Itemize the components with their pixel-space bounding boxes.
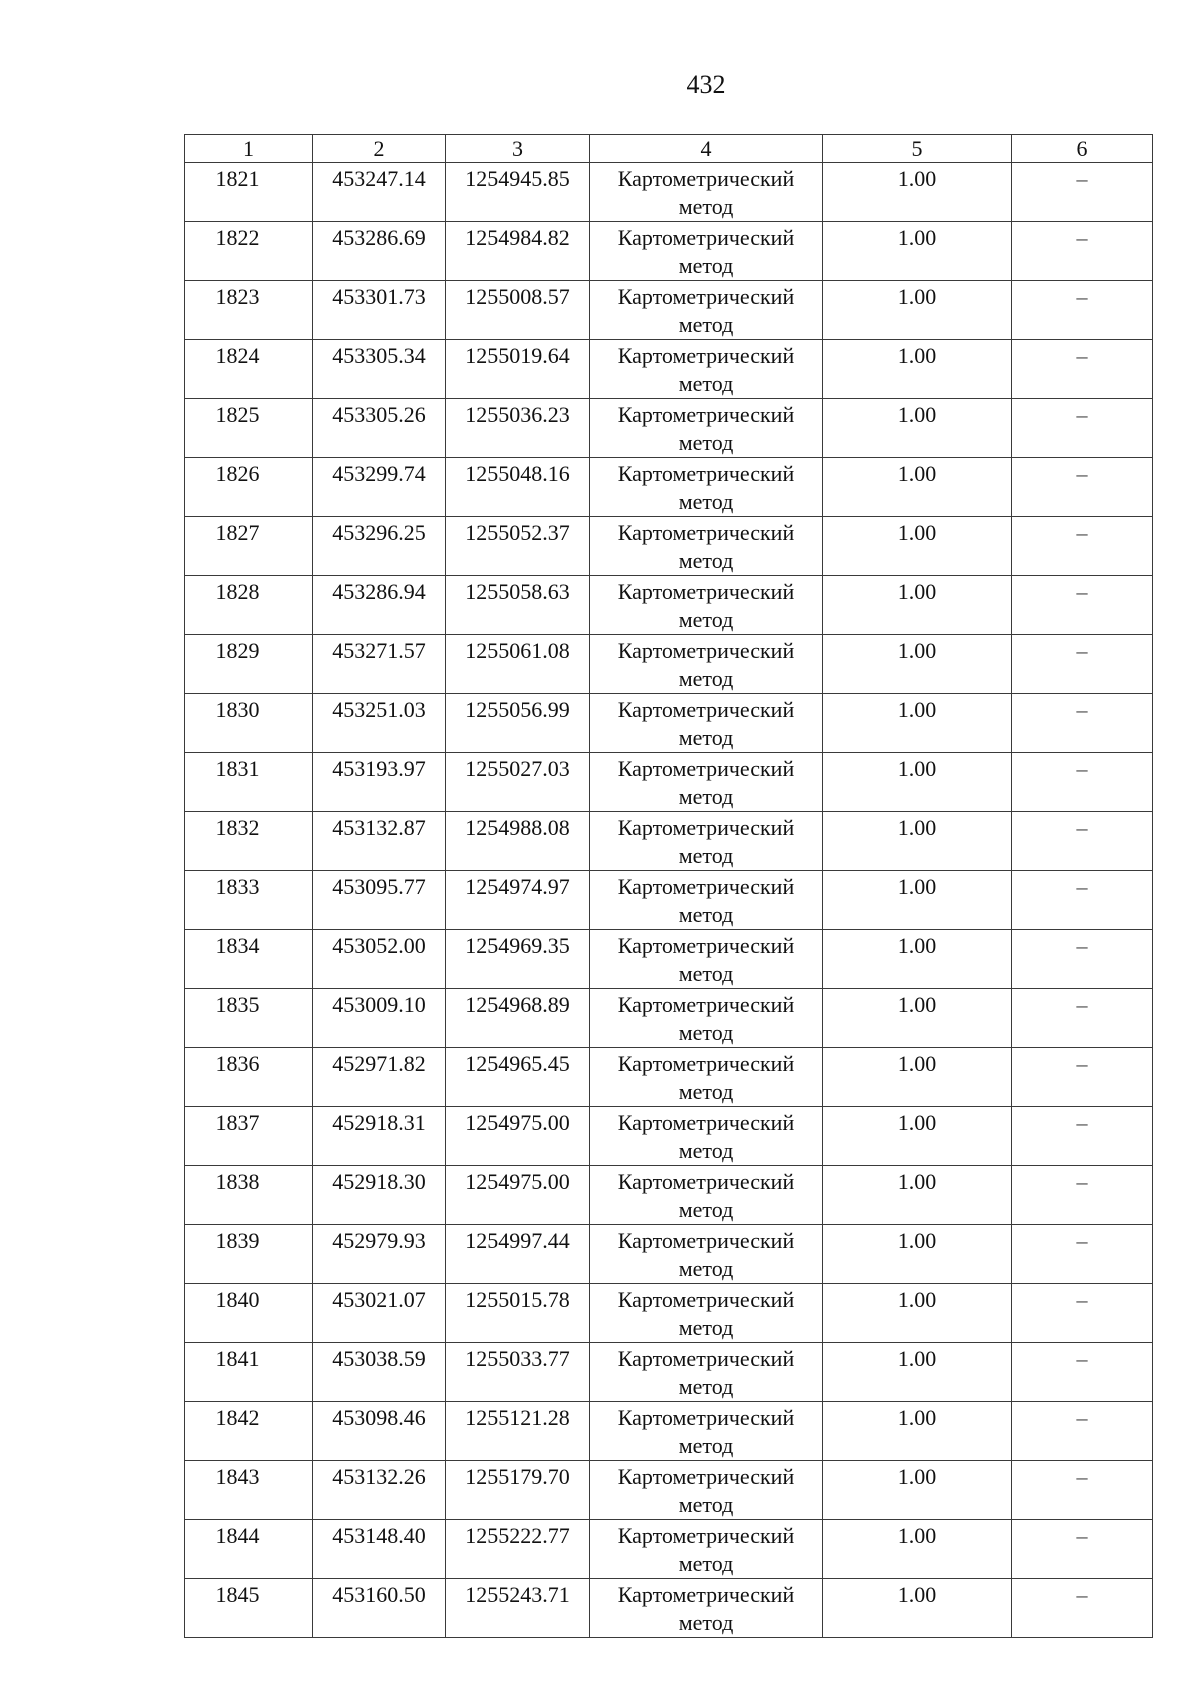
cell-y-coordinate: 1254988.08 [446, 812, 590, 871]
cell-note: – [1012, 1343, 1153, 1402]
cell-y-coordinate: 1255222.77 [446, 1520, 590, 1579]
cell-note: – [1012, 694, 1153, 753]
cell-note: – [1012, 576, 1153, 635]
cell-x-coordinate: 453271.57 [313, 635, 446, 694]
method-text-line1: Картометрический [617, 343, 795, 368]
method-text-line2: метод [678, 666, 734, 691]
cell-accuracy: 1.00 [823, 399, 1012, 458]
method-text-line1: Картометрический [617, 1464, 795, 1489]
method-text-line2: метод [678, 1315, 734, 1340]
table-row [185, 1520, 1153, 1579]
cell-method [590, 989, 823, 1048]
cell-note: – [1012, 1166, 1153, 1225]
cell-x-coordinate: 453098.46 [313, 1402, 446, 1461]
method-text-line2: метод [678, 430, 734, 455]
table-row [185, 1225, 1153, 1284]
method-text-line1: Картометрический [617, 697, 795, 722]
table-row [185, 989, 1153, 1048]
cell-point-number: 1836 [185, 1048, 313, 1107]
cell-point-number: 1831 [185, 753, 313, 812]
cell-accuracy: 1.00 [823, 1166, 1012, 1225]
table-row [185, 812, 1153, 871]
cell-point-number: 1835 [185, 989, 313, 1048]
cell-method [590, 1579, 823, 1638]
cell-note: – [1012, 222, 1153, 281]
cell-accuracy: 1.00 [823, 1579, 1012, 1638]
cell-method [590, 340, 823, 399]
cell-accuracy: 1.00 [823, 281, 1012, 340]
cell-x-coordinate: 452918.30 [313, 1166, 446, 1225]
cell-method [590, 517, 823, 576]
cell-method [590, 1402, 823, 1461]
cell-x-coordinate: 453038.59 [313, 1343, 446, 1402]
cell-y-coordinate: 1255019.64 [446, 340, 590, 399]
method-text-line2: метод [678, 1079, 734, 1104]
cell-y-coordinate: 1255015.78 [446, 1284, 590, 1343]
column-header-5: 5 [823, 135, 1012, 163]
method-text-line1: Картометрический [617, 1287, 795, 1312]
cell-method [590, 930, 823, 989]
cell-x-coordinate: 453299.74 [313, 458, 446, 517]
table-body [185, 163, 1153, 1638]
cell-note: – [1012, 1520, 1153, 1579]
column-header-2: 2 [313, 135, 446, 163]
cell-accuracy: 1.00 [823, 694, 1012, 753]
cell-point-number: 1839 [185, 1225, 313, 1284]
cell-accuracy: 1.00 [823, 871, 1012, 930]
cell-method [590, 812, 823, 871]
cell-accuracy: 1.00 [823, 635, 1012, 694]
method-text-line1: Картометрический [617, 874, 795, 899]
table-row [185, 340, 1153, 399]
cell-x-coordinate: 453132.87 [313, 812, 446, 871]
cell-method [590, 694, 823, 753]
table-row [185, 1107, 1153, 1166]
method-text-line2: метод [678, 843, 734, 868]
cell-point-number: 1830 [185, 694, 313, 753]
table-row [185, 458, 1153, 517]
cell-x-coordinate: 452971.82 [313, 1048, 446, 1107]
method-text-line2: метод [678, 725, 734, 750]
table-row [185, 930, 1153, 989]
cell-accuracy: 1.00 [823, 222, 1012, 281]
table-row [185, 1461, 1153, 1520]
cell-note: – [1012, 753, 1153, 812]
cell-point-number: 1823 [185, 281, 313, 340]
cell-x-coordinate: 453305.34 [313, 340, 446, 399]
method-text-line1: Картометрический [617, 166, 795, 191]
column-header-6: 6 [1012, 135, 1153, 163]
method-text-line1: Картометрический [617, 520, 795, 545]
cell-point-number: 1832 [185, 812, 313, 871]
cell-x-coordinate: 453286.94 [313, 576, 446, 635]
cell-point-number: 1842 [185, 1402, 313, 1461]
cell-method [590, 753, 823, 812]
cell-method [590, 1461, 823, 1520]
method-text-line1: Картометрический [617, 1051, 795, 1076]
cell-point-number: 1824 [185, 340, 313, 399]
method-text-line1: Картометрический [617, 225, 795, 250]
cell-method [590, 458, 823, 517]
cell-method [590, 635, 823, 694]
table-row [185, 1048, 1153, 1107]
cell-note: – [1012, 1048, 1153, 1107]
cell-method [590, 1166, 823, 1225]
cell-x-coordinate: 452979.93 [313, 1225, 446, 1284]
cell-y-coordinate: 1254975.00 [446, 1166, 590, 1225]
cell-y-coordinate: 1255027.03 [446, 753, 590, 812]
cell-accuracy: 1.00 [823, 576, 1012, 635]
cell-point-number: 1834 [185, 930, 313, 989]
cell-method [590, 399, 823, 458]
page-number: 432 [686, 70, 726, 99]
cell-y-coordinate: 1255052.37 [446, 517, 590, 576]
cell-point-number: 1845 [185, 1579, 313, 1638]
method-text-line2: метод [678, 253, 734, 278]
cell-point-number: 1841 [185, 1343, 313, 1402]
cell-method [590, 871, 823, 930]
table-row [185, 576, 1153, 635]
cell-point-number: 1844 [185, 1520, 313, 1579]
method-text-line2: метод [678, 1197, 734, 1222]
cell-accuracy: 1.00 [823, 1402, 1012, 1461]
cell-x-coordinate: 453193.97 [313, 753, 446, 812]
cell-y-coordinate: 1255056.99 [446, 694, 590, 753]
cell-point-number: 1827 [185, 517, 313, 576]
method-text-line2: метод [678, 1610, 734, 1635]
method-text-line2: метод [678, 1374, 734, 1399]
method-text-line1: Картометрический [617, 756, 795, 781]
cell-point-number: 1828 [185, 576, 313, 635]
cell-method [590, 1284, 823, 1343]
table-row [185, 1402, 1153, 1461]
cell-accuracy: 1.00 [823, 517, 1012, 576]
cell-x-coordinate: 453286.69 [313, 222, 446, 281]
cell-note: – [1012, 635, 1153, 694]
cell-y-coordinate: 1255033.77 [446, 1343, 590, 1402]
column-header-4: 4 [590, 135, 823, 163]
cell-x-coordinate: 453251.03 [313, 694, 446, 753]
table-row [185, 635, 1153, 694]
cell-method [590, 222, 823, 281]
cell-accuracy: 1.00 [823, 1284, 1012, 1343]
cell-note: – [1012, 1461, 1153, 1520]
cell-x-coordinate: 453305.26 [313, 399, 446, 458]
method-text-line1: Картометрический [617, 461, 795, 486]
cell-y-coordinate: 1254968.89 [446, 989, 590, 1048]
cell-accuracy: 1.00 [823, 1343, 1012, 1402]
cell-y-coordinate: 1255061.08 [446, 635, 590, 694]
cell-y-coordinate: 1254945.85 [446, 163, 590, 222]
method-text-line1: Картометрический [617, 638, 795, 663]
method-text-line1: Картометрический [617, 1405, 795, 1430]
cell-note: – [1012, 1107, 1153, 1166]
cell-y-coordinate: 1255048.16 [446, 458, 590, 517]
table-row [185, 1343, 1153, 1402]
cell-note: – [1012, 871, 1153, 930]
cell-x-coordinate: 453247.14 [313, 163, 446, 222]
cell-point-number: 1843 [185, 1461, 313, 1520]
method-text-line1: Картометрический [617, 1523, 795, 1548]
method-text-line2: метод [678, 1492, 734, 1517]
method-text-line2: метод [678, 961, 734, 986]
table-row [185, 1166, 1153, 1225]
table-row [185, 281, 1153, 340]
cell-accuracy: 1.00 [823, 1107, 1012, 1166]
cell-accuracy: 1.00 [823, 163, 1012, 222]
cell-point-number: 1833 [185, 871, 313, 930]
cell-y-coordinate: 1254969.35 [446, 930, 590, 989]
cell-method [590, 576, 823, 635]
cell-x-coordinate: 453160.50 [313, 1579, 446, 1638]
method-text-line1: Картометрический [617, 815, 795, 840]
cell-note: – [1012, 1284, 1153, 1343]
cell-accuracy: 1.00 [823, 1225, 1012, 1284]
method-text-line2: метод [678, 1433, 734, 1458]
method-text-line1: Картометрический [617, 1582, 795, 1607]
method-text-line2: метод [678, 784, 734, 809]
cell-method [590, 281, 823, 340]
cell-note: – [1012, 281, 1153, 340]
table-row [185, 753, 1153, 812]
table-row [185, 163, 1153, 222]
cell-note: – [1012, 989, 1153, 1048]
cell-note: – [1012, 517, 1153, 576]
method-text-line2: метод [678, 1020, 734, 1045]
cell-accuracy: 1.00 [823, 1461, 1012, 1520]
cell-accuracy: 1.00 [823, 1048, 1012, 1107]
cell-accuracy: 1.00 [823, 1520, 1012, 1579]
method-text-line1: Картометрический [617, 992, 795, 1017]
table-row [185, 1579, 1153, 1638]
cell-point-number: 1838 [185, 1166, 313, 1225]
method-text-line1: Картометрический [617, 1346, 795, 1371]
cell-y-coordinate: 1255243.71 [446, 1579, 590, 1638]
method-text-line1: Картометрический [617, 402, 795, 427]
table-row [185, 222, 1153, 281]
cell-point-number: 1822 [185, 222, 313, 281]
method-text-line1: Картометрический [617, 933, 795, 958]
cell-y-coordinate: 1254984.82 [446, 222, 590, 281]
table-row [185, 517, 1153, 576]
cell-x-coordinate: 453052.00 [313, 930, 446, 989]
column-header-1: 1 [185, 135, 313, 163]
cell-accuracy: 1.00 [823, 989, 1012, 1048]
table-row [185, 1284, 1153, 1343]
column-header-3: 3 [446, 135, 590, 163]
cell-point-number: 1840 [185, 1284, 313, 1343]
cell-x-coordinate: 453132.26 [313, 1461, 446, 1520]
cell-accuracy: 1.00 [823, 340, 1012, 399]
cell-x-coordinate: 452918.31 [313, 1107, 446, 1166]
method-text-line2: метод [678, 548, 734, 573]
method-text-line2: метод [678, 1256, 734, 1281]
cell-x-coordinate: 453296.25 [313, 517, 446, 576]
cell-note: – [1012, 1579, 1153, 1638]
method-text-line2: метод [678, 902, 734, 927]
method-text-line1: Картометрический [617, 1228, 795, 1253]
coordinates-table [184, 134, 1153, 1638]
cell-note: – [1012, 163, 1153, 222]
cell-accuracy: 1.00 [823, 812, 1012, 871]
method-text-line1: Картометрический [617, 284, 795, 309]
cell-x-coordinate: 453148.40 [313, 1520, 446, 1579]
method-text-line2: метод [678, 607, 734, 632]
cell-method [590, 1343, 823, 1402]
cell-x-coordinate: 453009.10 [313, 989, 446, 1048]
method-text-line2: метод [678, 1551, 734, 1576]
cell-y-coordinate: 1254965.45 [446, 1048, 590, 1107]
cell-point-number: 1829 [185, 635, 313, 694]
cell-y-coordinate: 1255036.23 [446, 399, 590, 458]
cell-point-number: 1825 [185, 399, 313, 458]
cell-note: – [1012, 1225, 1153, 1284]
method-text-line2: метод [678, 371, 734, 396]
table-row [185, 871, 1153, 930]
table-row [185, 694, 1153, 753]
cell-y-coordinate: 1255008.57 [446, 281, 590, 340]
cell-y-coordinate: 1255179.70 [446, 1461, 590, 1520]
cell-note: – [1012, 399, 1153, 458]
method-text-line2: метод [678, 312, 734, 337]
table-row [185, 399, 1153, 458]
cell-accuracy: 1.00 [823, 753, 1012, 812]
cell-method [590, 1048, 823, 1107]
method-text-line2: метод [678, 194, 734, 219]
cell-point-number: 1826 [185, 458, 313, 517]
method-text-line1: Картометрический [617, 579, 795, 604]
cell-method [590, 163, 823, 222]
cell-method [590, 1520, 823, 1579]
cell-y-coordinate: 1255121.28 [446, 1402, 590, 1461]
cell-x-coordinate: 453021.07 [313, 1284, 446, 1343]
cell-method [590, 1107, 823, 1166]
cell-y-coordinate: 1254997.44 [446, 1225, 590, 1284]
method-text-line2: метод [678, 1138, 734, 1163]
table-header [185, 135, 1153, 163]
cell-accuracy: 1.00 [823, 930, 1012, 989]
cell-x-coordinate: 453095.77 [313, 871, 446, 930]
cell-x-coordinate: 453301.73 [313, 281, 446, 340]
cell-method [590, 1225, 823, 1284]
header-row [185, 135, 1153, 163]
cell-accuracy: 1.00 [823, 458, 1012, 517]
method-text-line1: Картометрический [617, 1169, 795, 1194]
cell-note: – [1012, 1402, 1153, 1461]
cell-y-coordinate: 1254975.00 [446, 1107, 590, 1166]
cell-note: – [1012, 930, 1153, 989]
cell-point-number: 1821 [185, 163, 313, 222]
cell-note: – [1012, 458, 1153, 517]
cell-note: – [1012, 812, 1153, 871]
cell-point-number: 1837 [185, 1107, 313, 1166]
cell-y-coordinate: 1254974.97 [446, 871, 590, 930]
cell-y-coordinate: 1255058.63 [446, 576, 590, 635]
cell-note: – [1012, 340, 1153, 399]
method-text-line2: метод [678, 489, 734, 514]
method-text-line1: Картометрический [617, 1110, 795, 1135]
